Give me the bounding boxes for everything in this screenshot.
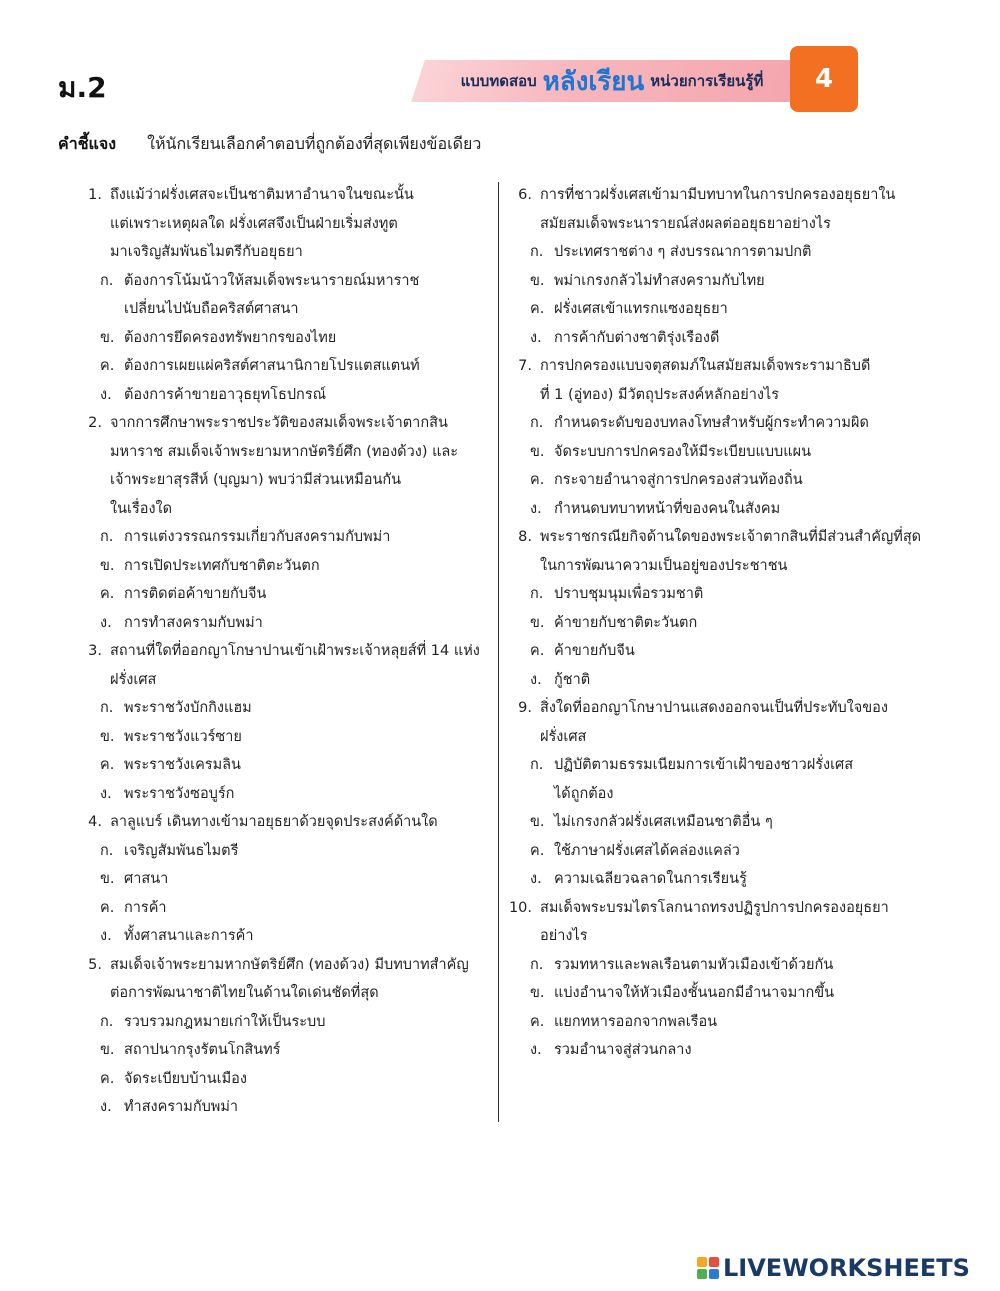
question-stem: [78, 181, 488, 267]
option-text: [554, 438, 811, 467]
question-number: 8.: [518, 529, 532, 545]
answer-option[interactable]: [508, 637, 943, 666]
option-text: [124, 780, 234, 809]
option-text: [124, 381, 326, 410]
option-line: จัดระเบียบบ้านเมือง: [124, 1070, 247, 1087]
liveworksheets-watermark: [697, 1254, 970, 1282]
option-label: ค.: [530, 842, 545, 859]
option-label: ง.: [530, 671, 542, 688]
answer-option[interactable]: [78, 837, 488, 866]
question-line: การที่ชาวฝรั่งเศสเข้ามามีบทบาทในการปกครองอยุธยาใน: [540, 187, 896, 203]
column-divider: [498, 182, 499, 1122]
option-label: ง.: [530, 871, 542, 887]
option-line: ได้ถูกต้อง: [554, 785, 614, 802]
option-text: [554, 666, 590, 695]
option-line: กำหนดบทบาทหน้าที่ของคนในสังคม: [554, 500, 781, 517]
option-text: [124, 694, 252, 723]
question-line: สมัยสมเด็จพระนารายณ์ส่งผลต่ออยุธยาอย่างไร: [540, 215, 831, 232]
answer-option[interactable]: [78, 1036, 488, 1065]
option-line: กระจายอำนาจสู่การปกครองส่วนท้องถิ่น: [554, 472, 803, 488]
option-label: ข.: [530, 272, 545, 289]
option-line: ใช้ภาษาฝรั่งเศสได้คล่องแคล่ว: [554, 842, 740, 859]
answer-option[interactable]: [78, 1093, 488, 1122]
option-label: ข.: [100, 871, 115, 887]
answer-option[interactable]: [78, 552, 488, 581]
answer-option[interactable]: [78, 324, 488, 353]
option-text: [124, 324, 336, 353]
option-text: [554, 808, 773, 837]
banner-main-title: หลังเรียน: [542, 66, 645, 97]
option-line: พระราชวังเครมลิน: [124, 757, 241, 773]
option-line: พระราชวังซอบูร์ก: [124, 785, 235, 802]
question-stem: [508, 694, 943, 751]
question-line: เจ้าพระยาสุรสีห์ (บุญมา) พบว่ามีส่วนเหมือนกัน: [110, 472, 402, 488]
logo-square-1: [697, 1257, 707, 1267]
question-stem: [508, 523, 943, 580]
option-label: ข.: [530, 985, 545, 1001]
option-line: สถาปนากรุงรัตนโกสินทร์: [124, 1042, 281, 1058]
answer-option[interactable]: [78, 267, 488, 324]
option-text: [554, 751, 853, 808]
option-label: ก.: [100, 529, 114, 545]
question-line: ในการพัฒนาความเป็นอยู่ของประชาชน: [540, 557, 788, 574]
answer-option[interactable]: [508, 466, 943, 495]
option-text: [554, 865, 747, 894]
answer-option[interactable]: [508, 979, 943, 1008]
option-text: [554, 295, 728, 324]
option-label: ข.: [530, 814, 545, 830]
question-text: [540, 523, 921, 580]
option-line: เปลี่ยนไปนับถือคริสต์ศาสนา: [124, 301, 299, 317]
option-text: [554, 979, 834, 1008]
option-label: ก.: [100, 700, 114, 716]
option-label: ง.: [100, 614, 112, 631]
option-text: [554, 580, 703, 609]
answer-option[interactable]: [508, 837, 943, 866]
answer-option[interactable]: [78, 609, 488, 638]
option-label: ก.: [100, 272, 114, 289]
question-line: จากการศึกษาพระราชประวัติของสมเด็จพระเจ้าตากสิน: [110, 415, 448, 431]
question-line: แต่เพราะเหตุผลใด ฝรั่งเศสจึงเป็นฝ่ายเริ่มส่งทูต: [110, 215, 398, 232]
option-label: ก.: [100, 842, 114, 859]
option-label: ข.: [100, 1042, 115, 1058]
option-text: [554, 267, 765, 296]
option-label: ค.: [530, 472, 545, 488]
answer-option[interactable]: [78, 780, 488, 809]
option-label: ค.: [100, 358, 115, 374]
option-text: [124, 552, 320, 581]
answer-option[interactable]: [508, 951, 943, 980]
answer-option[interactable]: [508, 666, 943, 695]
option-text: [124, 1065, 247, 1094]
option-text: [554, 466, 803, 495]
grade-label: ม.2: [58, 71, 107, 104]
question-stem: [508, 352, 943, 409]
question-line: สิ่งใดที่ออกญาโกษาปานแสดงออกจนเป็นที่ประทับใจของ: [540, 700, 888, 716]
logo-square-4: [709, 1269, 719, 1279]
question-line: ต่อการพัฒนาชาติไทยในด้านใดเด่นชัดที่สุด: [110, 985, 379, 1001]
right-column: [508, 181, 943, 1065]
option-text: [124, 609, 263, 638]
question-4: [78, 808, 488, 951]
question-text: [540, 352, 870, 409]
option-line: กำหนดระดับของบทลงโทษสำหรับผู้กระทำความผิด: [554, 415, 869, 431]
option-line: การแต่งวรรณกรรมเกี่ยวกับสงครามกับพม่า: [124, 529, 391, 545]
question-number: 1.: [88, 187, 102, 203]
option-text: [124, 894, 167, 923]
option-label: ค.: [100, 1070, 115, 1087]
answer-option[interactable]: [508, 751, 943, 808]
option-line: การทำสงครามกับพม่า: [124, 614, 263, 631]
banner-suffix: หน่วยการเรียนรู้ที่: [650, 72, 764, 90]
answer-option[interactable]: [78, 694, 488, 723]
answer-option[interactable]: [508, 580, 943, 609]
option-label: ค.: [100, 757, 115, 773]
option-line: พระราชวังบักกิงแฮม: [124, 700, 252, 716]
option-text: [554, 238, 811, 267]
title-banner-text: [432, 60, 792, 102]
question-line: ในเรื่องใด: [110, 500, 173, 517]
answer-option[interactable]: [508, 495, 943, 524]
option-text: [124, 723, 242, 752]
option-line: แบ่งอำนาจให้หัวเมืองชั้นนอกมีอำนาจมากขึ้น: [554, 985, 835, 1001]
question-line: ลาลูแบร์ เดินทางเข้ามาอยุธยาด้วยจุดประสงค์ด้านใด: [110, 814, 438, 830]
option-text: [124, 1036, 280, 1065]
question-text: [110, 637, 480, 694]
answer-option[interactable]: [78, 865, 488, 894]
option-text: [124, 751, 241, 780]
option-line: ต้องการโน้มน้าวให้สมเด็จพระนารายณ์มหาราช: [124, 272, 420, 289]
option-label: ง.: [100, 928, 112, 944]
question-line: ที่ 1 (อู่ทอง) มีวัตถุประสงค์หลักอย่างไร: [540, 386, 780, 403]
option-line: ต้องการยึดครองทรัพยากรของไทย: [124, 329, 337, 346]
question-stem: [508, 181, 943, 238]
option-text: [554, 837, 740, 866]
question-text: [110, 181, 414, 267]
option-line: พม่าเกรงกลัวไม่ทำสงครามกับไทย: [554, 272, 765, 289]
option-label: ก.: [530, 244, 544, 260]
option-line: รวมทหารและพลเรือนตามหัวเมืองเข้าด้วยกัน: [554, 956, 834, 973]
question-stem: [508, 894, 943, 951]
answer-option[interactable]: [78, 352, 488, 381]
question-line: มาเจริญสัมพันธไมตรีกับอยุธยา: [110, 244, 303, 260]
option-text: [554, 1008, 717, 1037]
question-text: [540, 694, 888, 751]
question-7: [508, 352, 943, 523]
question-8: [508, 523, 943, 694]
option-line: จัดระบบการปกครองให้มีระเบียบแบบแผน: [554, 443, 812, 460]
answer-option[interactable]: [508, 865, 943, 894]
question-text: [110, 951, 469, 1008]
option-text: [554, 495, 780, 524]
answer-option[interactable]: [78, 894, 488, 923]
option-label: ก.: [530, 415, 544, 431]
option-line: ฝรั่งเศสเข้าแทรกแซงอยุธยา: [554, 301, 728, 317]
option-text: [554, 951, 833, 980]
option-text: [124, 865, 168, 894]
liveworksheets-logo-icon: [697, 1257, 719, 1279]
option-text: [554, 637, 635, 666]
question-line: สมเด็จเจ้าพระยามหากษัตริย์ศึก (ทองด้วง) มีบทบาทสำคัญ: [110, 956, 469, 973]
option-line: กู้ชาติ: [554, 671, 591, 688]
question-text: [110, 409, 458, 523]
option-text: [554, 324, 719, 353]
answer-option[interactable]: [508, 1036, 943, 1065]
question-line: สถานที่ใดที่ออกญาโกษาปานเข้าเฝ้าพระเจ้าหลุยส์ที่ 14 แห่ง: [110, 643, 480, 659]
question-line: อย่างไร: [540, 928, 588, 944]
answer-option[interactable]: [508, 609, 943, 638]
left-column: [78, 181, 488, 1122]
option-text: [554, 409, 869, 438]
question-number: 4.: [88, 814, 102, 830]
question-line: การปกครองแบบจตุสดมภ์ในสมัยสมเด็จพระรามาธิบดี: [540, 358, 871, 374]
question-text: [540, 181, 895, 238]
option-label: ก.: [530, 757, 544, 773]
logo-square-3: [697, 1269, 707, 1279]
option-label: ก.: [530, 956, 544, 973]
option-line: ต้องการค้าขายอาวุธยุทโธปกรณ์: [124, 386, 327, 403]
question-5: [78, 951, 488, 1122]
option-label: ง.: [530, 329, 542, 346]
answer-option[interactable]: [78, 1065, 488, 1094]
question-number: 10.: [508, 899, 532, 916]
question-3: [78, 637, 488, 808]
option-line: ทั้งศาสนาและการค้า: [124, 928, 254, 944]
option-line: การค้ากับต่างชาติรุ่งเรืองดี: [554, 329, 720, 346]
answer-option[interactable]: [78, 381, 488, 410]
answer-option[interactable]: [78, 1008, 488, 1037]
option-label: ง.: [530, 500, 542, 517]
question-stem: [78, 637, 488, 694]
option-text: [554, 609, 697, 638]
option-label: ค.: [530, 1013, 545, 1030]
instructions-text: ให้นักเรียนเลือกคำตอบที่ถูกต้องที่สุดเพียงข้อเดียว: [147, 134, 482, 153]
instructions: [58, 132, 481, 157]
option-label: ก.: [100, 1013, 114, 1030]
answer-option[interactable]: [508, 1008, 943, 1037]
option-label: ง.: [100, 785, 112, 802]
option-label: ข.: [100, 728, 115, 745]
option-label: ง.: [530, 1042, 542, 1058]
option-line: การติดต่อค้าขายกับจีน: [124, 586, 267, 602]
option-line: การค้า: [124, 899, 167, 916]
option-text: [124, 1093, 238, 1122]
answer-option[interactable]: [78, 523, 488, 552]
option-line: รวมอำนาจสู่ส่วนกลาง: [554, 1042, 692, 1058]
answer-option[interactable]: [508, 409, 943, 438]
answer-option[interactable]: [78, 723, 488, 752]
option-text: [124, 352, 420, 381]
logo-square-2: [709, 1257, 719, 1267]
question-number: 9.: [518, 700, 532, 716]
question-stem: [78, 808, 488, 837]
question-stem: [78, 951, 488, 1008]
question-stem: [78, 409, 488, 523]
option-label: ก.: [530, 586, 544, 602]
banner-prefix: แบบทดสอบ: [460, 72, 537, 90]
question-number: 5.: [88, 956, 102, 973]
question-number: 2.: [88, 415, 102, 431]
answer-option[interactable]: [508, 808, 943, 837]
option-label: ง.: [100, 1099, 112, 1115]
option-line: พระราชวังแวร์ซาย: [124, 728, 242, 745]
question-line: ฝรั่งเศส: [110, 671, 157, 688]
option-text: [124, 837, 238, 866]
answer-option[interactable]: [508, 438, 943, 467]
answer-option[interactable]: [78, 922, 488, 951]
question-line: พระราชกรณียกิจด้านใดของพระเจ้าตากสินที่มีส่วนสำคัญที่สุด: [540, 529, 922, 545]
option-label: ข.: [100, 557, 115, 574]
option-label: ข.: [530, 443, 545, 460]
unit-number-badge: 4: [790, 46, 858, 112]
answer-option[interactable]: [508, 267, 943, 296]
option-label: ค.: [100, 899, 115, 916]
question-9: [508, 694, 943, 894]
option-line: ปฏิบัติตามธรรมเนียมการเข้าเฝ้าของชาวฝรั่งเศส: [554, 757, 854, 773]
option-line: รวบรวมกฎหมายเก่าให้เป็นระบบ: [124, 1013, 326, 1030]
option-line: ค้าขายกับจีน: [554, 643, 635, 659]
option-label: ง.: [100, 386, 112, 403]
option-line: ไม่เกรงกลัวฝรั่งเศสเหมือนชาติอื่น ๆ: [554, 814, 773, 830]
question-10: [508, 894, 943, 1065]
question-line: ฝรั่งเศส: [540, 728, 587, 745]
option-line: ประเทศราชต่าง ๆ ส่งบรรณาการตามปกติ: [554, 244, 812, 260]
question-text: [110, 808, 438, 837]
option-line: ปราบชุมนุมเพื่อรวมชาติ: [554, 586, 704, 602]
question-6: [508, 181, 943, 352]
option-line: เจริญสัมพันธไมตรี: [124, 842, 239, 859]
option-line: ความเฉลียวฉลาดในการเรียนรู้: [554, 871, 747, 887]
option-line: ค้าขายกับชาติตะวันตก: [554, 614, 698, 631]
option-text: [124, 523, 390, 552]
option-line: ต้องการเผยแผ่คริสต์ศาสนานิกายโปรแตสแตนท์: [124, 358, 420, 374]
answer-option[interactable]: [78, 580, 488, 609]
instructions-label: คำชี้แจง: [58, 134, 117, 153]
option-label: ค.: [530, 301, 545, 317]
question-line: ถึงแม้ว่าฝรั่งเศสจะเป็นชาติมหาอำนาจในขณะนั้น: [110, 187, 414, 203]
question-line: สมเด็จพระบรมไตรโลกนาถทรงปฏิรูปการปกครองอยุธยา: [540, 899, 889, 916]
answer-option[interactable]: [508, 238, 943, 267]
question-text: [540, 894, 889, 951]
question-number: 3.: [88, 643, 102, 659]
question-number: 6.: [518, 187, 532, 203]
option-label: ค.: [100, 586, 115, 602]
option-line: ทำสงครามกับพม่า: [124, 1099, 239, 1115]
answer-option[interactable]: [508, 324, 943, 353]
watermark-text: LIVEWORKSHEETS: [723, 1254, 970, 1282]
question-1: [78, 181, 488, 409]
option-label: ค.: [530, 643, 545, 659]
option-text: [124, 267, 419, 324]
option-line: แยกทหารออกจากพลเรือน: [554, 1013, 718, 1030]
option-line: ศาสนา: [124, 871, 169, 887]
option-text: [124, 580, 266, 609]
answer-option[interactable]: [78, 751, 488, 780]
question-line: มหาราช สมเด็จเจ้าพระยามหากษัตริย์ศึก (ทองด้วง) และ: [110, 443, 459, 460]
option-text: [124, 922, 253, 951]
option-label: ข.: [100, 329, 115, 346]
option-line: การเปิดประเทศกับชาติตะวันตก: [124, 557, 320, 574]
option-label: ข.: [530, 614, 545, 631]
option-text: [554, 1036, 692, 1065]
option-text: [124, 1008, 325, 1037]
answer-option[interactable]: [508, 295, 943, 324]
question-2: [78, 409, 488, 637]
question-number: 7.: [518, 358, 532, 374]
